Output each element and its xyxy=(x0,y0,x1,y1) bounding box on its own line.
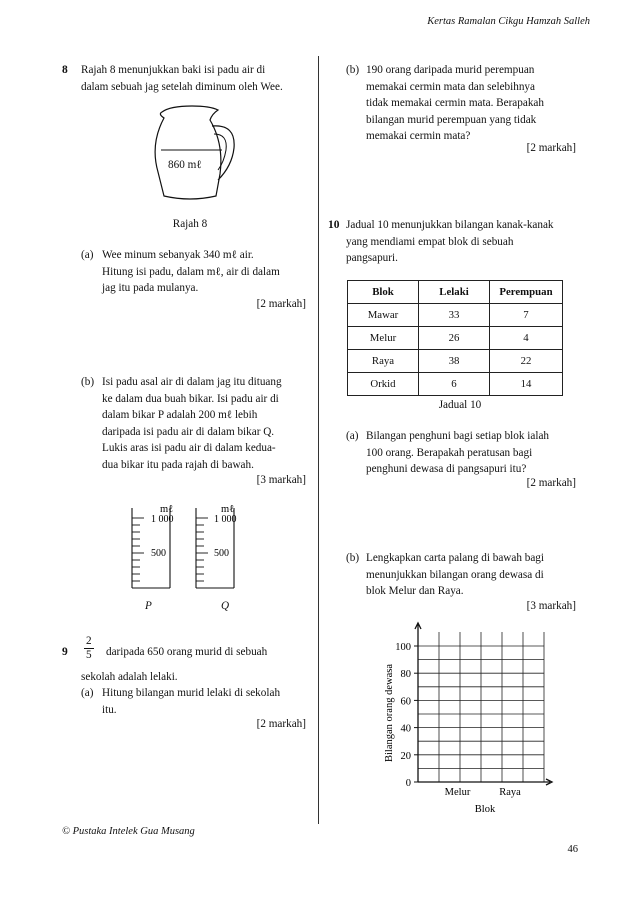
chart-x-category-label: Raya xyxy=(499,787,521,798)
q8-intro-line: dalam sebuah jag setelah diminum oleh Wee. xyxy=(81,80,283,93)
q10-intro xyxy=(346,217,581,267)
beaker-p-mid-label: 500 xyxy=(151,548,166,559)
table-header-row xyxy=(348,281,563,304)
q9b-line: 190 orang daripada murid perempuan xyxy=(366,64,535,76)
chart-y-tick-label: 100 xyxy=(395,642,411,653)
q9a-label: (a) xyxy=(81,687,94,699)
page-footer-copyright: © Pustaka Intelek Gua Musang xyxy=(62,826,195,837)
table-cell: 6 xyxy=(419,373,490,396)
jug-volume-label: 860 mℓ xyxy=(168,159,202,171)
table-cell: Mawar xyxy=(348,304,419,327)
table-header-cell: Blok xyxy=(348,281,419,304)
q9-intro-rest: daripada 650 orang murid di sebuah xyxy=(106,646,268,658)
q8b-label: (b) xyxy=(81,376,95,388)
table-cell: Orkid xyxy=(348,373,419,396)
table-cell: 22 xyxy=(490,350,563,373)
table-row xyxy=(348,327,563,350)
chart-y-tick-label: 40 xyxy=(400,723,411,735)
q9-intro-line2: sekolah adalah lelaki. xyxy=(81,671,178,683)
beaker-q-mid-label: 500 xyxy=(214,548,229,559)
q10-intro-line: pangsapuri. xyxy=(346,252,398,264)
chart-y-tick-label: 80 xyxy=(400,669,411,681)
q10a-line: 100 orang. Berapakah peratusan bagi xyxy=(366,446,533,459)
table-row xyxy=(348,350,563,373)
q8b-line: Isi padu asal air di dalam jag itu dituang xyxy=(102,376,282,388)
q10a-text xyxy=(366,428,581,478)
chart-x-category-label: Melur xyxy=(444,787,471,798)
beaker-q-top-label: 1 000 xyxy=(214,514,237,525)
table-cell: 38 xyxy=(419,350,490,373)
table-cell: Melur xyxy=(348,327,419,350)
q10-intro-line: Jadual 10 menunjukkan bilangan kanak-kanak xyxy=(346,219,554,231)
q8b-line: dalam bikar P adalah 200 mℓ lebih xyxy=(102,409,258,421)
q9b-line: memakai cermin mata dan selebihnya xyxy=(366,80,535,93)
q8a-line: Wee minum sebanyak 340 mℓ air. xyxy=(102,249,254,261)
page-number: 46 xyxy=(567,844,578,855)
q9a-line: itu. xyxy=(102,703,117,716)
q8a-line: jag itu pada mulanya. xyxy=(102,282,199,294)
figure-caption-rajah-8: Rajah 8 xyxy=(172,218,208,230)
table-row xyxy=(348,373,563,396)
q9b-text xyxy=(366,62,581,145)
chart-y-tick-label: 20 xyxy=(400,750,411,762)
table-cell: 7 xyxy=(490,304,563,327)
q9-number: 9 xyxy=(62,646,68,658)
beaker-q-unit: mℓ xyxy=(221,504,235,515)
table-cell: 14 xyxy=(490,373,563,396)
q10b-text xyxy=(366,550,581,600)
q10a-line: Bilangan penghuni bagi setiap blok ialah xyxy=(366,430,549,442)
q8b-marks: [3 markah] xyxy=(256,474,306,486)
chart-y-axis-label: Bilangan orang dewasa xyxy=(384,664,395,762)
q8b-line: dua bikar itu pada rajah di bawah. xyxy=(102,458,254,471)
table-jadual-10 xyxy=(347,280,563,396)
page-header: Kertas Ramalan Cikgu Hamzah Salleh xyxy=(427,16,590,27)
q10-intro-line: yang mendiami empat blok di sebuah xyxy=(346,235,514,248)
q10a-label: (a) xyxy=(346,430,359,442)
jug-illustration xyxy=(140,104,250,204)
q8b-line: ke dalam dua buah bikar. Isi padu air di xyxy=(102,392,279,405)
q8b-line: daripada isi padu air di dalam bikar Q. xyxy=(102,425,275,438)
table-cell: 33 xyxy=(419,304,490,327)
column-divider xyxy=(318,56,319,824)
q9-fraction xyxy=(84,635,94,662)
table-header-cell: Lelaki xyxy=(419,281,490,304)
beaker-p-top-label: 1 000 xyxy=(151,514,174,525)
q9b-marks: [2 markah] xyxy=(526,142,576,154)
beakers-diagram xyxy=(120,498,250,594)
q8a-marks: [2 markah] xyxy=(256,298,306,310)
bar-chart xyxy=(376,618,576,818)
q8a-label: (a) xyxy=(81,249,94,261)
beaker-p-unit: mℓ xyxy=(160,504,174,515)
q8-intro xyxy=(81,62,306,95)
q9a-marks: [2 markah] xyxy=(256,718,306,730)
q9b-line: bilangan murid perempuan yang tidak xyxy=(366,113,537,126)
beaker-q-name: Q xyxy=(221,600,230,612)
table-caption-jadual-10: Jadual 10 xyxy=(438,399,482,411)
q8a-line: Hitung isi padu, dalam mℓ, air di dalam xyxy=(102,265,280,278)
table-row xyxy=(348,304,563,327)
q8a-text xyxy=(102,247,312,297)
q10b-line: Lengkapkan carta palang di bawah bagi xyxy=(366,552,544,564)
q9-fraction-numerator: 2 xyxy=(86,635,92,647)
q10b-line: blok Melur dan Raya. xyxy=(366,585,464,597)
q10b-line: menunjukkan bilangan orang dewasa di xyxy=(366,568,544,581)
chart-y-tick-label: 0 xyxy=(405,778,411,789)
q9b-label: (b) xyxy=(346,64,360,76)
chart-y-tick-label: 60 xyxy=(400,696,411,708)
table-header-cell: Perempuan xyxy=(490,281,563,304)
q9b-line: memakai cermin mata? xyxy=(366,130,471,142)
q9b-line: tidak memakai cermin mata. Berapakah xyxy=(366,97,544,109)
table-cell: 4 xyxy=(490,327,563,350)
q10b-marks: [3 markah] xyxy=(526,600,576,612)
table-cell: 26 xyxy=(419,327,490,350)
q10a-line: penghuni dewasa di pangsapuri itu? xyxy=(366,463,527,475)
q10-number: 10 xyxy=(328,219,340,231)
q8b-line: Lukis aras isi padu air di dalam kedua- xyxy=(102,442,276,454)
q9-fraction-denominator: 5 xyxy=(86,649,92,661)
chart-x-axis-label: Blok xyxy=(474,804,496,815)
q9a-text xyxy=(102,685,312,718)
q9a-line: Hitung bilangan murid lelaki di sekolah xyxy=(102,687,281,699)
table-cell: Raya xyxy=(348,350,419,373)
q10a-marks: [2 markah] xyxy=(526,477,576,489)
beaker-p-name: P xyxy=(145,600,152,612)
q8b-text xyxy=(102,374,312,473)
q8-number: 8 xyxy=(62,64,68,76)
q10b-label: (b) xyxy=(346,552,360,564)
q8-intro-line: Rajah 8 menunjukkan baki isi padu air di xyxy=(81,64,266,76)
